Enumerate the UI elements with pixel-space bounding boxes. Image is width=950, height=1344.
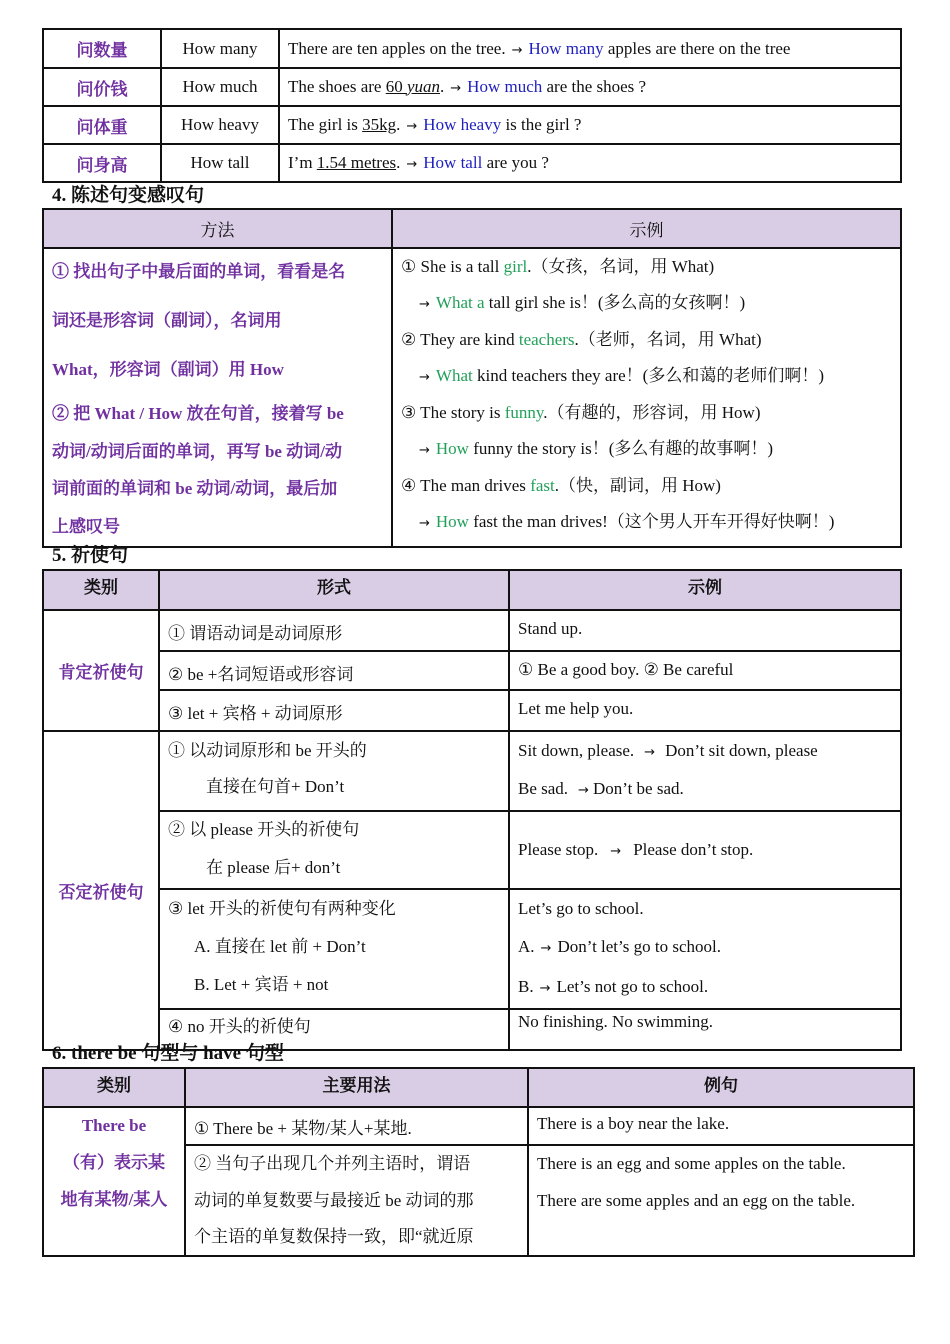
table-row [43, 68, 901, 106]
header-type: 类别 [43, 570, 159, 610]
header-type: 类别 [43, 1068, 185, 1107]
example-cell: ① She is a tall girl.（女孩，名词，用 What) → What a tall girl she is！(多么高的女孩啊！) ② They are kind teachers.（老师，名词，用 What) → What kind teachers they are！(多么和蔼的老师们啊！) ③ The story is funny.（有趣的，形容词，用 How) → How funny the story is！(多么有趣的故事啊！) ④ The man drives fast.（快，副词，用 How) → How fast the man drives!（这个男人开车开得好快啊！) [392, 248, 901, 547]
form-cell: ③ let 开头的祈使句有两种变化 A. 直接在 let 前 + Don’t B. Let + 宾语 + not [159, 889, 509, 1009]
header-method: 方法 [43, 209, 392, 248]
example-cell: No finishing. No swimming. [509, 1009, 901, 1050]
row-phrase: How many [161, 29, 279, 68]
header-example: 示例 [392, 209, 901, 248]
arrow-icon: → [610, 844, 622, 859]
example-cell: Let’s go to school. A. → Don’t let’s go to school. B. → Let’s not go to school. [509, 889, 901, 1009]
method-cell: ① 找出句子中最后面的单词，看看是名 词还是形容词（副词），名词用 What，形容词（副词）用 How ② 把 What / How 放在句首，接着写 be 动词/动词后面的单词，再写 be 动词/动 词前面的单词和 be 动词/动词，最后加 上感叹号 [43, 248, 392, 547]
example-cell: There is a boy near the lake. [528, 1107, 914, 1145]
example-cell: There is an egg and some apples on the table. There are some apples and an egg on the table. [528, 1145, 914, 1256]
negative-label: 否定祈使句 [43, 731, 159, 1050]
arrow-icon: → [406, 119, 418, 134]
form-cell: ① 谓语动词是动词原形 [159, 610, 509, 651]
arrow-icon: → [419, 369, 430, 385]
arrow-icon: → [644, 745, 656, 760]
usage-cell: ② 当句子出现几个并列主语时，谓语 动词的单复数要与最接近 be 动词的那 个主语的单复数保持一致，即“就近原 [185, 1145, 528, 1256]
row-label: 问体重 [43, 106, 161, 144]
example-cell: ① Be a good boy. ② Be careful [509, 651, 901, 690]
header-usage: 主要用法 [185, 1068, 528, 1107]
section-title-5: 5. 祈使句 [52, 545, 129, 566]
positive-label: 肯定祈使句 [43, 610, 159, 731]
row-label: 问数量 [43, 29, 161, 68]
row-phrase: How heavy [161, 106, 279, 144]
form-cell: ② be +名词短语或形容词 [159, 651, 509, 690]
row-phrase: How much [161, 68, 279, 106]
form-cell: ① 以动词原形和 be 开头的 直接在句首+ Don’t [159, 731, 509, 811]
form-cell: ④ no 开头的祈使句 [159, 1009, 509, 1050]
arrow-icon: → [511, 42, 523, 58]
example-cell: Sit down, please. → Don’t sit down, please Be sad. → Don’t be sad. [509, 731, 901, 811]
row-example: The shoes are 60 yuan. → How much are the shoes ? [279, 68, 901, 106]
form-cell: ③ let + 宾格 + 动词原形 [159, 690, 509, 731]
arrow-icon: → [419, 442, 430, 458]
there-be-table [42, 1067, 915, 1257]
usage-cell: ① There be + 某物/某人+某地. [185, 1107, 528, 1145]
header-example: 例句 [528, 1068, 914, 1107]
section-title-4: 4. 陈述句变感叹句 [52, 185, 205, 206]
example-cell: Please stop. → Please don’t stop. [509, 811, 901, 889]
exclamation-table [42, 208, 902, 548]
table-row [43, 29, 901, 68]
row-example: There are ten apples on the tree. → How many apples are there on the tree [279, 29, 901, 68]
form-cell: ② 以 please 开头的祈使句 在 please 后+ don’t [159, 811, 509, 889]
arrow-icon: → [450, 81, 462, 96]
section-title-6: 6. there be 句型与 have 句型 [52, 1043, 284, 1064]
example-cell: Let me help you. [509, 690, 901, 731]
row-phrase: How tall [161, 144, 279, 182]
header-example: 示例 [509, 570, 901, 610]
arrow-icon: → [419, 515, 430, 531]
arrow-icon: → [578, 783, 589, 798]
row-example: The girl is 35kg. → How heavy is the girl ? [279, 106, 901, 144]
arrow-icon: → [540, 941, 552, 956]
arrow-icon: → [419, 296, 430, 312]
table-row [43, 144, 901, 182]
example-cell: Stand up. [509, 610, 901, 651]
imperative-table [42, 569, 902, 1051]
there-be-label: There be （有）表示某 地有某物/某人 [43, 1107, 185, 1256]
table-row [43, 106, 901, 144]
row-label: 问价钱 [43, 68, 161, 106]
header-form: 形式 [159, 570, 509, 610]
question-word-table [42, 28, 902, 183]
arrow-icon: → [406, 157, 418, 172]
row-label: 问身高 [43, 144, 161, 182]
arrow-icon: → [539, 981, 551, 996]
row-example: I’m 1.54 metres. → How tall are you ? [279, 144, 901, 182]
